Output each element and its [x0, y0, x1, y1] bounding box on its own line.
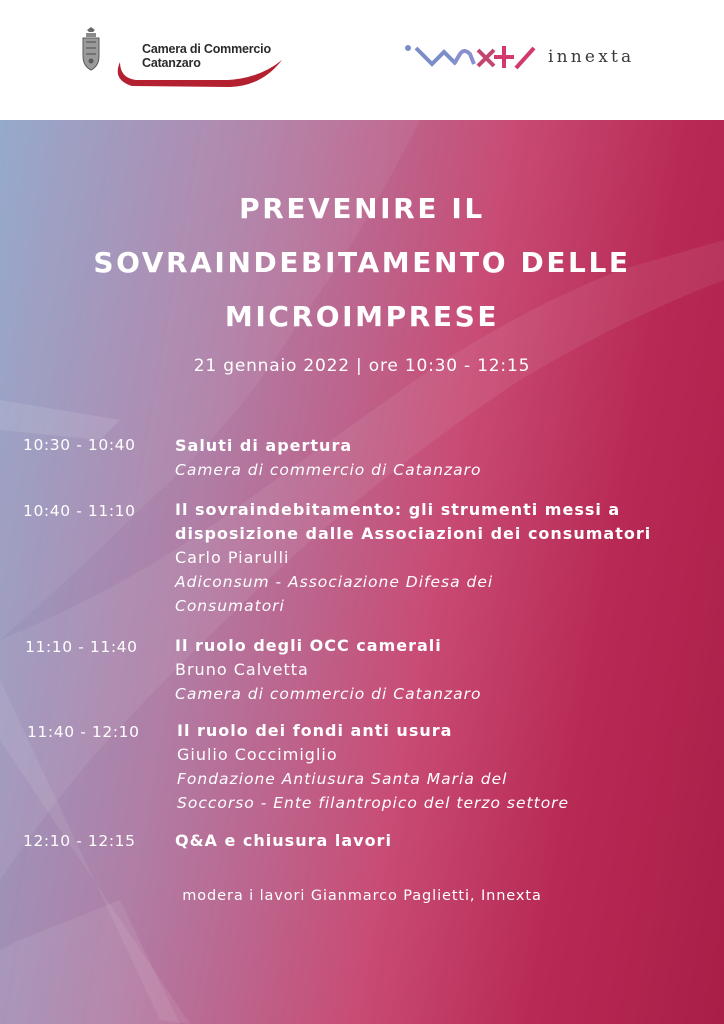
agenda-time: 12:10 - 12:15 [23, 832, 136, 850]
innexta-wordmark: innexta [548, 47, 635, 67]
agenda-time: 11:40 - 12:10 [27, 723, 140, 741]
agenda-time: 11:10 - 11:40 [25, 638, 138, 656]
agenda-time: 10:40 - 11:10 [23, 502, 136, 520]
agenda-speaker: Giulio Coccimiglio [177, 745, 338, 764]
hero-panel [0, 120, 724, 1024]
innexta-logo [404, 40, 664, 76]
agenda-organization-line-1: Fondazione Antiusura Santa Maria del [177, 770, 508, 788]
agenda-title-line-2: disposizione dalle Associazioni dei consumatori [175, 524, 652, 543]
logo-line-2: Catanzaro [142, 56, 201, 70]
agenda-organization: Camera di commercio di Catanzaro [175, 685, 482, 703]
agenda-organization: Camera di commercio di Catanzaro [175, 461, 482, 479]
agenda-organization-line-2: Consumatori [175, 597, 285, 615]
agenda-organization-line-1: Adiconsum - Associazione Difesa dei [175, 573, 494, 591]
agenda-title-line-1: Il sovraindebitamento: gli strumenti messi a [175, 500, 621, 519]
innexta-mark-icon [404, 40, 540, 74]
agenda-title: Il ruolo dei fondi anti usura [177, 721, 453, 740]
title-line-3: MICROIMPRESE [224, 300, 500, 333]
event-date: 21 gennaio 2022 | ore 10:30 - 12:15 [193, 356, 531, 376]
crest-icon [80, 26, 102, 72]
agenda-details [175, 829, 724, 853]
agenda-speaker: Carlo Piarulli [175, 548, 290, 567]
agenda-speaker: Bruno Calvetta [175, 660, 309, 679]
agenda-details [177, 719, 724, 815]
agenda-title: Q&A e chiusura lavori [175, 831, 392, 850]
swoosh-icon [110, 52, 285, 92]
title-line-2: SOVRAINDEBITAMENTO DELLE [93, 246, 631, 279]
agenda-title: Saluti di apertura [175, 436, 353, 455]
agenda-organization-line-2: Soccorso - Ente filantropico del terzo settore [177, 794, 570, 812]
agenda-details [175, 434, 724, 482]
logo-line-1: Camera di Commercio [142, 42, 271, 56]
camera-commercio-logo [80, 22, 290, 92]
event-title [0, 182, 724, 344]
title-line-1: PREVENIRE IL [239, 192, 485, 225]
agenda-time: 10:30 - 10:40 [23, 436, 136, 454]
header [0, 0, 724, 120]
agenda-details [175, 498, 720, 618]
agenda-title: Il ruolo degli OCC camerali [175, 636, 442, 655]
moderator-note: modera i lavori Gianmarco Paglietti, Innexta [182, 888, 542, 904]
agenda-details [175, 634, 724, 706]
